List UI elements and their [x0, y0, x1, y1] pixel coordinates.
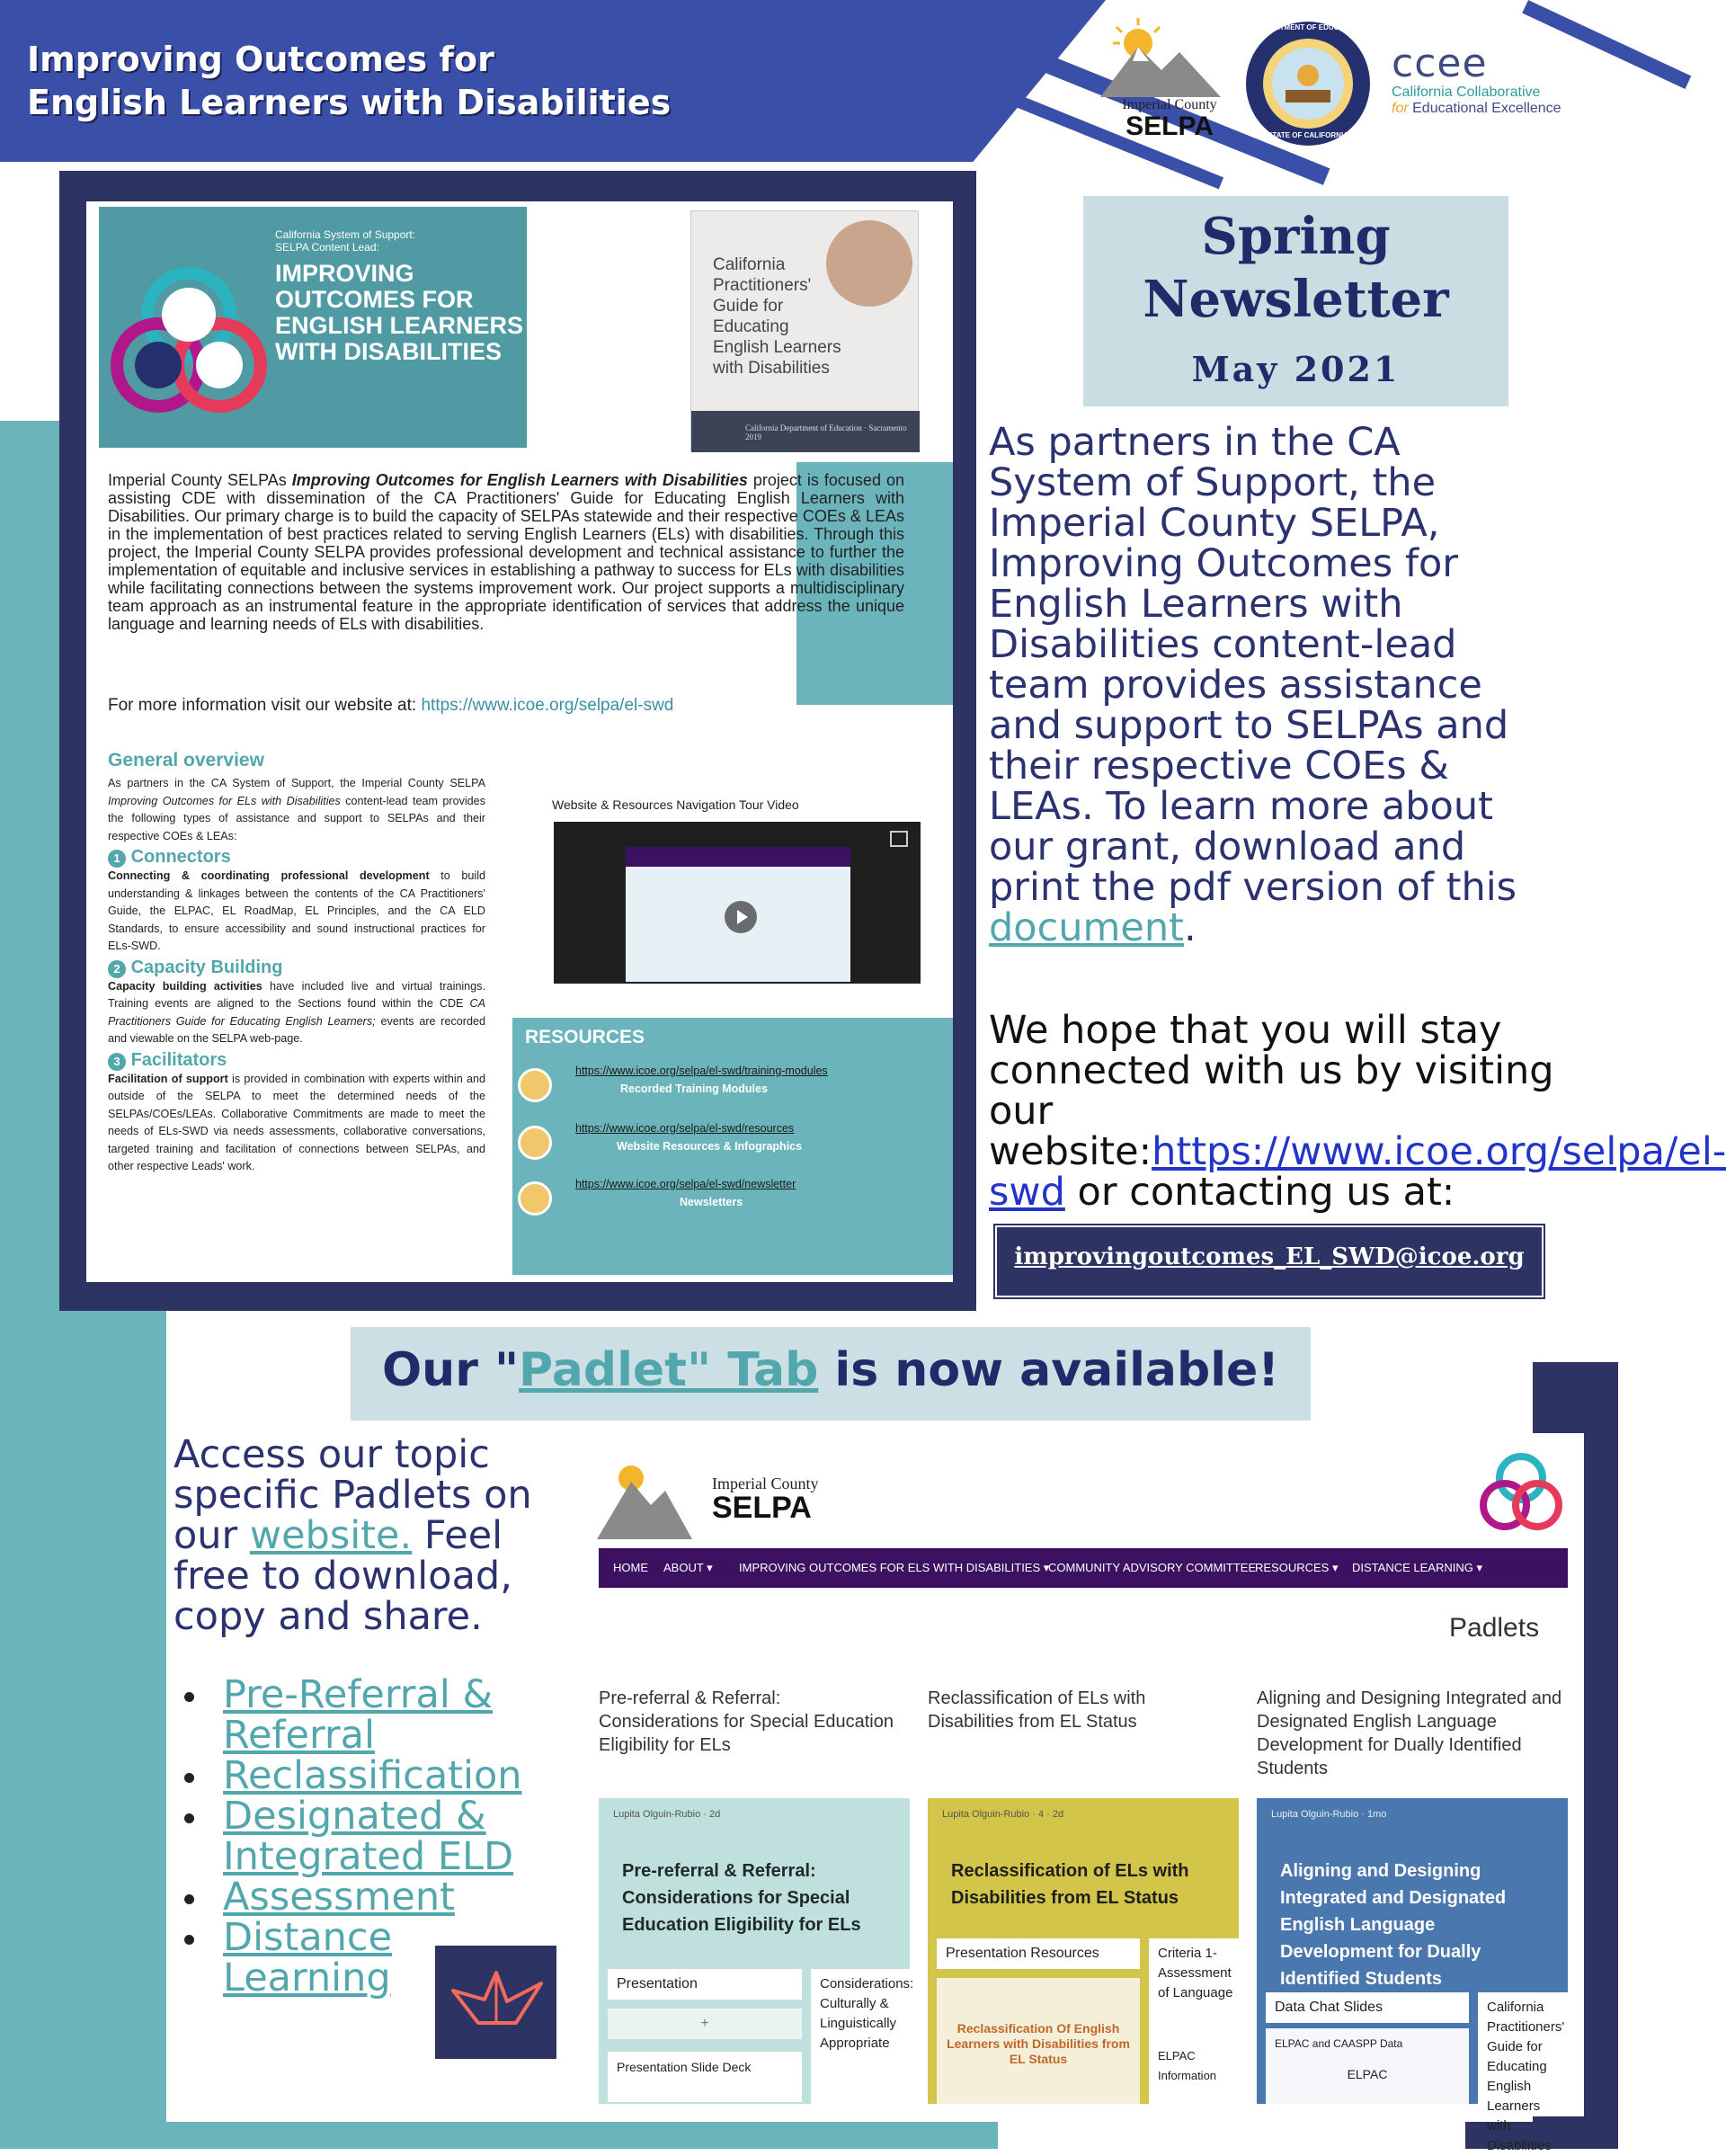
capacity-number: 2 — [108, 960, 126, 978]
connectors-bold: Connecting & coordinating professional development — [108, 869, 430, 882]
video-label: Website & Resources Navigation Tour Video — [552, 797, 799, 812]
selpa-logo-line2: SELPA — [1125, 111, 1214, 141]
capacity-em: CA Practitioners Guide for Educating English Learners; — [108, 997, 485, 1028]
ccee-logo-line1: California Collaborative — [1392, 85, 1541, 100]
padlet-link-reclassification[interactable]: Reclassification — [223, 1753, 522, 1798]
venn-logo-icon — [108, 261, 270, 423]
cde-seal-icon — [1244, 20, 1372, 147]
hero-sub-line2: SELPA Content Lead: — [275, 241, 379, 254]
document-icon — [518, 1126, 552, 1160]
padlet-column-heading: Pre-referral & Referral: Considerations for Special Education Eligibility for ELs — [599, 1688, 894, 1755]
email-link[interactable]: improvingoutcomes_EL_SWD@icoe.org — [1014, 1243, 1525, 1270]
document-hero-title: IMPROVING OUTCOMES FOR ENGLISH LEARNERS WITH DISABILITIES — [275, 260, 524, 365]
padlet-card-meta: Lupita Olguin-Rubio · 1mo — [1271, 1809, 1387, 1820]
intro-text: As partners in the CA System of Support, the Imperial County SELPA, Improving Outcomes for English Learners with Disabilities content-lead team provides assistance and support to SELPAs and their respective COEs & LEAs. To learn more about our grant, download and print the pdf version of this — [989, 420, 1517, 910]
general-overview-heading: General overview — [108, 750, 264, 771]
list-item — [180, 1915, 393, 2000]
newsletter-title-line2: Newsletter — [1143, 270, 1449, 329]
padlet-column-heading: Aligning and Designing Integrated and Designated English Language Development for Dually Identified Students — [1257, 1688, 1562, 1778]
external-link-icon[interactable] — [890, 831, 908, 847]
padlet-cell[interactable]: Considerations: Culturally & Linguistically Appropriate — [811, 1969, 919, 2104]
resource-name: Newsletters — [680, 1196, 743, 1208]
guide-cover-footer-text: California Department of Education · Sacramento 2019 — [745, 423, 907, 441]
padlet-cell-subtitle: ELPAC and CAASPP Data — [1275, 2037, 1403, 2050]
document-hero — [99, 207, 527, 448]
guide-cover-title: California Practitioners' Guide for Educating English Learners with Disabilities — [713, 255, 841, 378]
document-intro-paragraph — [108, 471, 904, 633]
padlet-cell[interactable]: Reclassification Of English Learners with Disabilities from EL Status — [937, 1978, 1140, 2104]
resource-name: Website Resources & Infographics — [617, 1140, 803, 1153]
add-post-icon[interactable]: + — [608, 2009, 802, 2039]
hero-sub-line1: California System of Support: — [275, 228, 416, 241]
resources-heading: RESOURCES — [525, 1027, 645, 1047]
site-venn-logo-icon — [1476, 1448, 1566, 1537]
resources-panel — [512, 1018, 953, 1275]
stay-connected-paragraph — [989, 1008, 1726, 1215]
padlet-link-designated-integrated-eld[interactable]: Designated & Integrated ELD — [223, 1794, 514, 1879]
padlet-cell-subtitle: ELPAC — [1347, 2067, 1388, 2081]
access-end: Feel free to download, copy and share. — [173, 1513, 512, 1639]
padlet-card-title: Aligning and Designing Integrated and Designated English Language Development for Dually Identified Students — [1280, 1861, 1507, 1989]
padlet-card-reclassification[interactable] — [928, 1798, 1239, 2104]
nav-resources[interactable]: RESOURCES ▾ — [1255, 1561, 1339, 1574]
facilitators-bold: Facilitation of support — [108, 1072, 228, 1085]
padlet-link-assessment[interactable]: Assessment — [223, 1875, 455, 1920]
facilitators-number: 3 — [108, 1053, 126, 1071]
newsletter-title-line1: Spring — [1201, 207, 1391, 266]
facilitators-heading — [108, 1050, 485, 1071]
padlet-cell[interactable]: Presentation — [608, 1969, 802, 2000]
padlet-cell[interactable]: California Practitioners' Guide for Educating English Learners with Disabilities — [1478, 1992, 1577, 2104]
padlet-cell[interactable]: Data Chat Slides — [1266, 1992, 1469, 2023]
go-text-end: content-lead team provides the following types of assistance and support to SELPAs and their respective COEs & LEAs: — [108, 794, 485, 842]
para-project-name: Improving Outcomes for English Learners with Disabilities — [291, 471, 748, 489]
connectors-title: Connectors — [130, 847, 231, 867]
nav-about[interactable]: ABOUT ▾ — [663, 1561, 713, 1574]
site-logo-line2: SELPA — [712, 1491, 812, 1525]
capacity-heading — [108, 958, 485, 978]
para-start: Imperial County SELPAs — [108, 471, 292, 489]
cde-seal — [1244, 20, 1372, 147]
padlet-card-meta: Lupita Olguin-Rubio · 2d — [613, 1809, 721, 1820]
email-box[interactable] — [995, 1225, 1544, 1297]
ccee-logo-name: ccee — [1392, 40, 1488, 86]
resource-name: Recorded Training Modules — [620, 1082, 768, 1095]
site-page-title: Padlets — [1449, 1613, 1540, 1643]
newsletter-date: May 2021 — [1191, 349, 1401, 389]
banner-post: is now available! — [818, 1343, 1280, 1397]
connectors-heading — [108, 847, 485, 868]
document-link[interactable]: document — [989, 905, 1184, 950]
capacity-title: Capacity Building — [130, 957, 283, 977]
padlet-cell[interactable]: ELPAC Information — [1158, 2049, 1217, 2082]
nav-distance-learning[interactable]: DISTANCE LEARNING ▾ — [1352, 1561, 1482, 1574]
resource-link[interactable]: https://www.icoe.org/selpa/el-swd/training-modules — [575, 1065, 828, 1077]
capacity-text — [108, 978, 485, 1048]
intro-paragraph — [989, 420, 1546, 950]
access-text: Access our topic specific Padlets on our — [173, 1432, 532, 1558]
more-info-text: For more information visit our website at: — [108, 696, 422, 715]
list-item — [180, 1753, 584, 1798]
nav-improving-outcomes[interactable]: IMPROVING OUTCOMES FOR ELS WITH DISABILITIES ▾ — [739, 1561, 1050, 1574]
padlet-card-title: Reclassification of ELs with Disabilities from EL Status — [951, 1861, 1189, 1908]
intro-end: . — [1183, 905, 1197, 950]
play-icon[interactable] — [725, 901, 757, 933]
stay-text: We hope that you will stay connected with us by visiting our website: — [989, 1008, 1554, 1174]
more-info-link[interactable]: https://www.icoe.org/selpa/el-swd — [421, 696, 674, 715]
header-title-line1: Improving Outcomes for — [27, 40, 494, 79]
capacity-bold: Capacity building activities — [108, 979, 262, 993]
resource-link[interactable]: https://www.icoe.org/selpa/el-swd/resources — [575, 1122, 795, 1135]
access-paragraph — [173, 1432, 587, 1639]
cde-seal-bottom-text: STATE OF CALIFORNIA — [1268, 131, 1348, 139]
padlet-card-pre-referral[interactable] — [599, 1798, 914, 2104]
resource-row[interactable] — [512, 1176, 953, 1221]
newsletter-title — [1083, 205, 1508, 331]
padlet-banner — [351, 1327, 1311, 1421]
document-more-info — [108, 696, 899, 716]
partner-logos — [1090, 9, 1618, 153]
site-logo-line1: Imperial County — [712, 1474, 819, 1492]
list-item — [180, 1877, 584, 1918]
padlet-link-distance-learning[interactable]: Distance Learning — [223, 1915, 393, 2000]
selpa-logo — [1093, 13, 1228, 147]
padlet-banner-text — [351, 1343, 1311, 1397]
guide-cover-footer — [691, 411, 920, 452]
access-website-link[interactable]: website. — [249, 1513, 413, 1558]
banner-pre: Our " — [381, 1343, 520, 1397]
resource-row[interactable] — [512, 1063, 953, 1108]
website-link[interactable]: https://www.icoe.org/selpa/el-swd — [989, 1129, 1726, 1215]
connectors-text — [108, 868, 485, 956]
facilitators-text — [108, 1071, 485, 1176]
ccee-logo-for: for — [1392, 101, 1409, 116]
facilitators-body: is provided in combination with experts within and outside of the SELPA to meet the determined needs of the SELPAs/COEs/LEAs. Collaborative Commitments are made to meet the needs of ELs-SWD via needs assessments, collaborative conversations, targeted training and facilitation of connections between SELPAs, and other respective Leads' work. — [108, 1072, 485, 1172]
selpa-website-screenshot — [577, 1433, 1584, 2153]
padlet-card-aligning-designing[interactable] — [1257, 1798, 1568, 2153]
resource-row[interactable] — [512, 1120, 953, 1165]
padlet-cell[interactable] — [1266, 2028, 1469, 2104]
go-text-em: Improving Outcomes for ELs with Disabilities — [108, 794, 341, 807]
stay-end: or contacting us at: — [1064, 1170, 1455, 1215]
nav-home[interactable]: HOME — [613, 1561, 648, 1574]
sun-mountain-icon — [1093, 13, 1228, 99]
padlet-cell[interactable]: Presentation Slide Deck — [608, 2052, 802, 2102]
go-text-start: As partners in the CA System of Support, the Imperial County SELPA — [108, 777, 485, 789]
newsletter-title-box — [1083, 196, 1508, 406]
header-title-line2: English Learners with Disabilities — [27, 83, 672, 122]
header-title — [27, 38, 836, 124]
padlet-column-heading: Reclassification of ELs with Disabilities from EL Status — [928, 1688, 1146, 1732]
general-overview — [108, 750, 485, 1176]
selpa-sun-mountain-icon — [595, 1451, 694, 1541]
facilitators-title: Facilitators — [130, 1049, 227, 1070]
practitioners-guide-cover — [690, 210, 919, 451]
selpa-logo-line1: Imperial County — [1122, 97, 1217, 112]
video-thumbnail — [626, 847, 850, 982]
capacity-body-b: events are recorded and viewable on the SELPA web-page. — [108, 1014, 485, 1045]
video-thumb-nav — [626, 847, 850, 867]
document-preview[interactable] — [86, 201, 953, 1282]
capacity-body-a: have included live and virtual trainings. Training events are aligned to the Sections found within the CDE — [108, 979, 485, 1010]
general-overview-text — [108, 775, 485, 845]
cde-seal-top-text: DEPARTMENT OF EDUCATION — [1255, 23, 1361, 31]
resource-link[interactable]: https://www.icoe.org/selpa/el-swd/newsletter — [575, 1178, 796, 1190]
padlet-link-pre-referral[interactable]: Pre-Referral & Referral — [223, 1672, 493, 1758]
padlet-tab-link[interactable]: Padlet" Tab — [519, 1343, 819, 1397]
video-icon — [518, 1068, 552, 1102]
newsletter-icon — [518, 1181, 552, 1216]
document-hero-subtitle — [275, 228, 527, 254]
navigation-tour-video[interactable] — [554, 822, 921, 984]
connectors-body: to build understanding & linkages between the contents of the CA Practitioners' Guide, the ELPAC, EL RoadMap, EL Principles, and the CA ELD Standards, to ensure accessibility and sound instructional practices for ELs-SWD. — [108, 869, 486, 952]
ccee-logo-line2: Educational Excellence — [1412, 101, 1561, 116]
padlet-cell[interactable]: Presentation Resources — [937, 1938, 1140, 1969]
padlet-logo — [435, 1946, 556, 2059]
ccee-logo — [1392, 40, 1618, 133]
list-item — [180, 1796, 584, 1877]
padlet-cell[interactable]: Criteria 1-Assessment of Language — [1149, 1938, 1248, 2104]
para-rest: project is focused on assisting CDE with dissemination of the CA Practitioners' Guide for Educating English Learners with Disabilities. Our primary charge is to build the capacity of SELPAs statewide and their respective COEs & LEAs in the implementation of best practices related to serving English Learners (ELs) with disabilities. Through this project, the Imperial County SELPA provides professional development and technical assistance to further the implementation of equitable and inclusive services in establishing a pathway to success for ELs with disabilities while facilitating connections between the systems improvement work. Our project supports a multidisciplinary team approach as an instrumental feature in the appropriate identification of services that address the unique language and learning needs of ELs with disabilities. — [108, 471, 904, 633]
nav-community-advisory[interactable]: COMMUNITY ADVISORY COMMITTEE — [1048, 1561, 1257, 1574]
connectors-number: 1 — [108, 850, 126, 868]
list-item — [180, 1672, 584, 1758]
site-nav-bar — [599, 1548, 1568, 1588]
paper-crane-icon — [435, 1946, 556, 2059]
padlet-card-title: Pre-referral & Referral: Considerations for Special Education Eligibility for ELs — [622, 1861, 861, 1935]
padlet-card-meta: Lupita Olguin-Rubio · 4 · 2d — [942, 1809, 1064, 1820]
